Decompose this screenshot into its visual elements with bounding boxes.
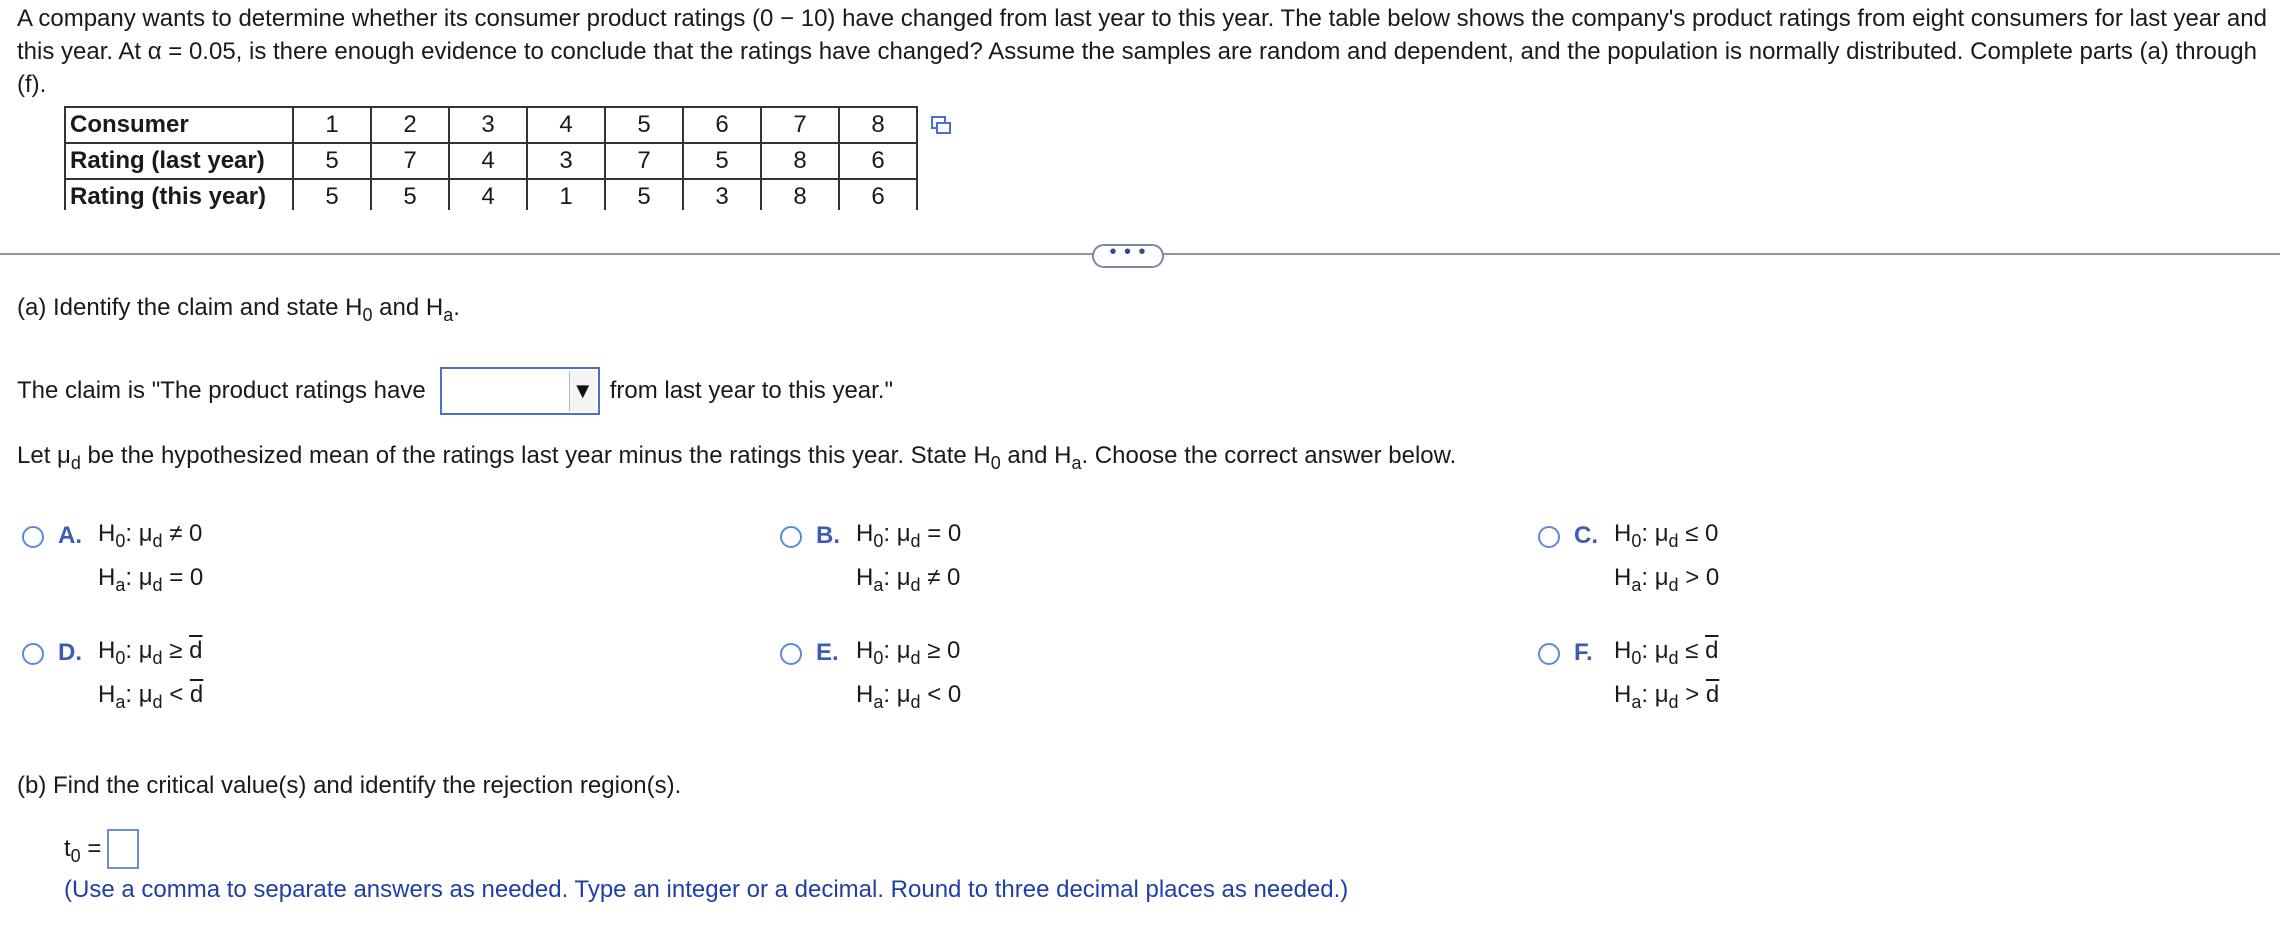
option-letter: B.: [816, 522, 840, 549]
table-cell: 8: [761, 143, 839, 179]
table-cell: 7: [605, 143, 683, 179]
table-cell: 5: [683, 143, 761, 179]
ha-line: $H_a$: $\mu_d = 0$: [98, 564, 204, 595]
table-cell: 1: [527, 179, 605, 210]
table-cell: 7: [371, 143, 449, 179]
option-letter: D.: [58, 639, 82, 666]
table-cell: 5: [371, 179, 449, 210]
table-cell: 8: [839, 107, 917, 143]
claim-suffix: from last year to this year.": [609, 377, 893, 404]
table-cell: 6: [683, 107, 761, 143]
table-cell: 2: [371, 107, 449, 143]
table-cell: 6: [839, 179, 917, 210]
option-letter: A.: [58, 522, 82, 549]
option-d[interactable]: [22, 639, 203, 717]
chevron-down-icon[interactable]: ▼: [569, 371, 596, 411]
radio-button[interactable]: [780, 643, 802, 665]
claim-prefix: The claim is "The product ratings have: [17, 377, 426, 404]
table-cell: 5: [605, 179, 683, 210]
ha-line: $H_a$: $\mu_d > \overline{d}$: [1614, 681, 1720, 712]
table-cell: 3: [683, 179, 761, 210]
table-cell: 4: [527, 107, 605, 143]
ratings-table: [64, 106, 918, 210]
option-c[interactable]: [1538, 522, 1719, 600]
table-cell: 1: [293, 107, 371, 143]
ha-line: $H_a$: $\mu_d \ne 0$: [856, 564, 961, 595]
row-header: Rating (last year): [65, 143, 293, 179]
hypothesis-instructions: Let $\mu_d$ be the hypothesized mean of the ratings last year minus the ratings this year. State $H_0$ and $H_a$. Choose the correct answer below.: [17, 442, 1457, 473]
h0-line: $H_0$: $\mu_d \ne 0$: [98, 520, 203, 551]
option-letter: F.: [1574, 639, 1593, 666]
row-header: Rating (this year): [65, 179, 293, 210]
copy-icon[interactable]: [930, 114, 952, 136]
ha-line: $H_a$: $\mu_d > 0$: [1614, 564, 1720, 595]
ha-line: $H_a$: $\mu_d < 0$: [856, 681, 962, 712]
option-b[interactable]: [780, 522, 961, 600]
claim-dropdown[interactable]: [440, 367, 600, 415]
ha-line: $H_a$: $\mu_d < \overline{d}$: [98, 681, 204, 712]
table-row: [65, 107, 917, 143]
option-letter: E.: [816, 639, 839, 666]
table-cell: 5: [293, 179, 371, 210]
h0-line: $H_0$: $\mu_d \le 0$: [1614, 520, 1719, 551]
table-cell: 3: [449, 107, 527, 143]
part-b-title: (b) Find the critical value(s) and identify the rejection region(s).: [17, 772, 682, 799]
radio-button[interactable]: [1538, 526, 1560, 548]
problem-statement: A company wants to determine whether its consumer product ratings (0 − 10) have changed from last year to this year. The table below shows the company's product ratings from eight consumers for last year and this year. At α = 0.05, is there enough evidence to conclude that the ratings have changed? Assume the samples are random and dependent, and the population is normally distributed. Complete parts (a) through (f).: [17, 5, 2267, 98]
t0-input[interactable]: [107, 829, 139, 869]
h0-line: $H_0$: $\mu_d \ge \overline{d}$: [98, 637, 203, 668]
option-letter: C.: [1574, 522, 1598, 549]
table-row: [65, 143, 917, 179]
table-cell: 8: [761, 179, 839, 210]
t0-answer: [64, 829, 139, 869]
table-cell: 6: [839, 143, 917, 179]
expand-more-button[interactable]: • • •: [1092, 244, 1164, 268]
t0-label: $t_0$ =: [64, 835, 102, 866]
part-a-title: (a) Identify the claim and state $H_0$ and $H_a$.: [17, 294, 460, 325]
radio-button[interactable]: [22, 526, 44, 548]
radio-button[interactable]: [22, 643, 44, 665]
option-f[interactable]: [1538, 639, 1719, 717]
h0-line: $H_0$: $\mu_d \le \overline{d}$: [1614, 637, 1719, 668]
h0-line: $H_0$: $\mu_d = 0$: [856, 520, 962, 551]
option-e[interactable]: [780, 639, 961, 717]
row-header: Consumer: [65, 107, 293, 143]
table-row: [65, 179, 917, 210]
table-cell: 5: [293, 143, 371, 179]
table-cell: 4: [449, 179, 527, 210]
radio-button[interactable]: [780, 526, 802, 548]
table-cell: 5: [605, 107, 683, 143]
claim-sentence: [17, 366, 893, 416]
answer-hint: (Use a comma to separate answers as needed. Type an integer or a decimal. Round to three decimal places as needed.): [64, 876, 1349, 903]
table-cell: 7: [761, 107, 839, 143]
h0-line: $H_0$: $\mu_d \ge 0$: [856, 637, 961, 668]
table-cell: 3: [527, 143, 605, 179]
table-cell: 4: [449, 143, 527, 179]
option-a[interactable]: [22, 522, 203, 600]
radio-button[interactable]: [1538, 643, 1560, 665]
